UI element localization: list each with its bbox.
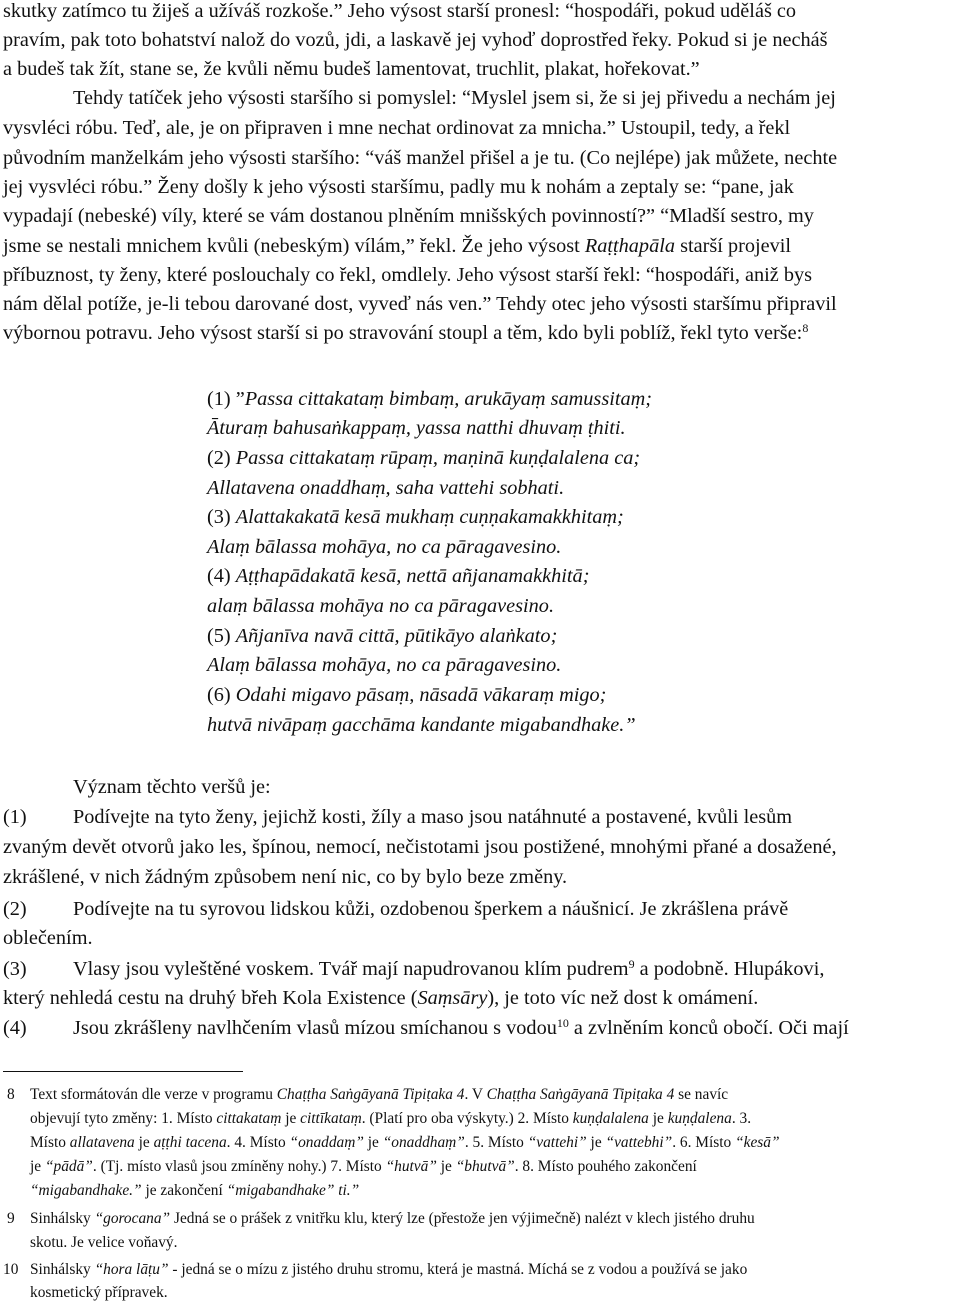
text-span: je	[586, 1134, 606, 1151]
footnote-ref-10[interactable]: 10	[556, 1016, 569, 1030]
verse-line	[207, 561, 589, 591]
verse-text: Passa cittakataṃ rūpaṃ, maṇinā kuṇḍalalena ca;	[235, 447, 641, 469]
text-span: starší projevil	[680, 235, 792, 257]
verse-line	[207, 443, 640, 473]
text-span: “migabandhake.”	[30, 1182, 142, 1199]
text-line	[3, 983, 758, 1013]
text-span: je	[436, 1158, 456, 1175]
footnote-separator	[3, 1071, 243, 1072]
footnote-8-line	[30, 1083, 728, 1107]
footnote-8-line	[30, 1179, 359, 1203]
verse-text: Aṭṭhapādakatā kesā, nettā añjanamakkhitā;	[235, 565, 590, 587]
footnote-9-line	[30, 1207, 755, 1231]
text-span: ), je toto víc než dost k omámení.	[487, 987, 759, 1009]
text-span: “hora lāṭu”	[94, 1261, 169, 1278]
text-span: a podobně. Hlupákovi,	[634, 958, 825, 980]
text-line: nám dělal potíže, je-li tebou darované dost, vyveď nás ven.” Tehdy otec jeho výsosti staršímu připravil	[3, 293, 837, 315]
text-line: Podívejte na tyto ženy, jejichž kosti, žíly a maso jsou natáhnuté a postavené, kvůli lesům	[73, 806, 793, 828]
text-line	[73, 1013, 849, 1043]
text-span: výbornou potravu. Jeho výsost starší si po stravování stoupl a těm, kdo byli poblíž, řekl tyto verše:	[3, 322, 803, 344]
verse-number: (5)	[207, 625, 236, 647]
footnote-8-line	[30, 1107, 751, 1131]
item-number: (1)	[3, 806, 27, 828]
verse-number: (1) ”	[207, 388, 245, 410]
text-span: “onaddhaṃ”	[382, 1134, 465, 1151]
item-number: (2)	[3, 898, 27, 920]
text-line	[73, 954, 824, 984]
text-line: vysvléci róbu. Teď, ale, je on připraven i mne nechat ordinovat za mnicha.” Ustoupil, tedy, a řekl	[3, 117, 791, 139]
verse-line	[207, 413, 626, 443]
text-line: původním manželkám jeho výsosti staršího: “váš manžel přišel a je tu. (Co nejlépe) jak můžete, nechte	[3, 147, 838, 169]
text-span: je	[30, 1158, 45, 1175]
verse-line	[207, 473, 564, 503]
verse-text: Odahi migavo pāsaṃ, nāsadā vākaraṃ migo;	[235, 684, 607, 706]
text-line: příbuznost, ty ženy, které poslouchaly co řekl, omdlely. Jeho výsost starší řekl: “hospodáři, aniž bys	[3, 264, 813, 286]
verse-line	[207, 650, 561, 680]
text-span: cittīkataṃ	[300, 1110, 362, 1127]
text-span: “vattebhi”	[605, 1134, 673, 1151]
text-span: a zvlněním konců obočí. Oči mají	[568, 1017, 849, 1039]
text-span: “pādā”	[44, 1158, 93, 1175]
verse-number: (2)	[207, 447, 236, 469]
text-line: pravím, pak toto bohatství nalož do vozů, jdi, a laskavě jej vyhoď doprostřed řeky. Pokud si je necháš	[3, 29, 828, 51]
text-span: “hutvā”	[385, 1158, 437, 1175]
verse-text: hutvā nivāpaṃ gacchāma kandante migabandhake.”	[207, 714, 636, 736]
text-span: . (Platí pro oba výskyty.) 2. Místo	[361, 1110, 573, 1127]
footnote-ref-8[interactable]: 8	[802, 321, 809, 335]
text-span: je zakončení	[141, 1182, 227, 1199]
text-line: jej vysvléci róbu.” Ženy došly k jeho výsosti staršímu, padly mu k nohám a zeptaly se: “pane, jak	[3, 176, 794, 198]
text-span: kuṇḍalena	[667, 1110, 732, 1127]
text-span: Vlasy jsou vyleštěné voskem. Tvář mají napudrovanou klím pudrem	[73, 958, 629, 980]
text-span: “bhutvā”	[455, 1158, 515, 1175]
text-line	[3, 231, 791, 261]
text-span: je	[648, 1110, 668, 1127]
text-span: “kesā”	[735, 1134, 780, 1151]
text-span: Jsou zkrášleny navlhčením vlasů mízou smíchanou s vodou	[73, 1017, 557, 1039]
text-line: zkrášlené, v nich žádným způsobem není nic, co by bylo beze změny.	[3, 866, 568, 888]
verse-text: Passa cittakataṃ bimbaṃ, arukāyaṃ samussitaṃ;	[244, 388, 653, 410]
verse-text: Allatavena onaddhaṃ, saha vattehi sobhati.	[207, 477, 565, 499]
text-span: . (Tj. místo vlasů jsou zmíněny nohy.) 7. Místo	[92, 1158, 386, 1175]
verse-number: (4)	[207, 565, 236, 587]
text-span: Jedná se o prášek z vnitřku klu, který lze (přestože jen výjimečně) nalézt v klech jistého druhu	[170, 1210, 755, 1227]
text-span: Text sformátován dle verze v programu	[30, 1086, 277, 1103]
text-span: Chaṭṭha Saṅgāyanā Tipiṭaka 4	[276, 1086, 465, 1103]
verse-line	[207, 502, 624, 532]
text-span: “migabandhake” ti.”	[226, 1182, 360, 1199]
verse-line	[207, 680, 606, 710]
item-number: (3)	[3, 958, 27, 980]
footnote-8-line	[30, 1131, 780, 1155]
verse-number: (6)	[207, 684, 236, 706]
text-span: allatavena	[69, 1134, 135, 1151]
verse-text: Āturaṃ bahusaṅkappaṃ, yassa natthi dhuvaṃ ṭhiti.	[207, 417, 626, 439]
text-span: který nehledá cestu na druhý břeh Kola Existence (	[3, 987, 418, 1009]
footnote-10-line	[30, 1258, 747, 1282]
verse-text: Alaṃ bālassa mohāya, no ca pāragavesino.	[207, 654, 562, 676]
text-span: . 3.	[731, 1110, 752, 1127]
verse-line	[207, 384, 652, 414]
text-span: . 4. Místo	[226, 1134, 290, 1151]
footnote-9-line: skotu. Je velice voňavý.	[30, 1234, 178, 1251]
verse-text: Añjanīva navā cittā, pūtikāyo alaṅkato;	[235, 625, 558, 647]
text-span: aṭṭhi tacena	[153, 1134, 227, 1151]
text-span: jsme se nestali mnichem kvůli (nebeským) vílám,” řekl. Že jeho výsost	[3, 235, 580, 257]
footnote-10-line: kosmetický přípravek.	[30, 1284, 168, 1301]
text-span: je	[134, 1134, 154, 1151]
name-raṭṭhapāla: Raṭṭhapāla	[584, 235, 675, 257]
text-line: vypadají (nebeské) víly, které se vám dostanou plněním mnišských povinností?” “Mladší sestro, my	[3, 205, 814, 227]
text-span: Místo	[30, 1134, 70, 1151]
text-span: se navíc	[674, 1086, 729, 1103]
term-samsara: Saṃsāry	[417, 987, 488, 1009]
text-line: zvaným devět otvorů jako les, špínou, nemocí, nečistotami jsou postižené, mnohými přané a dosažené,	[3, 836, 837, 858]
text-line	[3, 318, 808, 348]
text-span: objevují tyto změny: 1. Místo	[30, 1110, 217, 1127]
text-line: a budeš tak žít, stane se, že kvůli němu budeš lamentovat, truchlit, plakat, hořekovat.”	[3, 58, 700, 80]
text-line: skutky zatímco tu žiješ a užíváš rozkoše.” Jeho výsost starší pronesl: “hospodáři, pokud uděláš co	[3, 0, 797, 22]
footnote-number: 8	[7, 1086, 15, 1103]
text-span: kuṇḍalalena	[572, 1110, 649, 1127]
footnote-ref-9[interactable]: 9	[628, 957, 635, 971]
verse-number: (3)	[207, 506, 236, 528]
text-span: je	[363, 1134, 383, 1151]
verse-text: Alattakakatā kesā mukhaṃ cuṇṇakamakkhitaṃ;	[235, 506, 624, 528]
text-line: Tehdy tatíček jeho výsosti staršího si pomyslel: “Myslel jsem si, že si jej přivedu a nechám jej	[73, 87, 836, 109]
verse-line	[207, 710, 636, 740]
footnote-number: 9	[7, 1210, 15, 1227]
text-span: . V	[464, 1086, 487, 1103]
text-span: - jedná se o mízu z jistého druhu stromu, která je mastná. Míchá se z vodou a používá se jako	[168, 1261, 748, 1278]
text-span: je	[281, 1110, 301, 1127]
verse-text: Alaṃ bālassa mohāya, no ca pāragavesino.	[207, 536, 562, 558]
text-span: . 6. Místo	[672, 1134, 736, 1151]
footnote-number: 10	[3, 1261, 19, 1278]
text-span: Sinhálsky	[30, 1210, 95, 1227]
verse-line	[207, 532, 561, 562]
text-span: Sinhálsky	[30, 1261, 95, 1278]
text-span: . 5. Místo	[464, 1134, 528, 1151]
text-span: Chaṭṭha Saṅgāyanā Tipiṭaka 4	[486, 1086, 675, 1103]
text-line: oblečením.	[3, 927, 93, 949]
item-number: (4)	[3, 1017, 27, 1039]
verse-text: alaṃ bālassa mohāya no ca pāragavesino.	[207, 595, 555, 617]
text-span: cittakataṃ	[216, 1110, 282, 1127]
text-span: . 8. Místo pouhého zakončení	[514, 1158, 697, 1175]
text-line: Podívejte na tu syrovou lidskou kůži, ozdobenou šperkem a náušnicí. Je zkrášlena právě	[73, 898, 789, 920]
verse-line	[207, 621, 557, 651]
text-span: “gorocana”	[94, 1210, 171, 1227]
meaning-item-1	[3, 802, 27, 832]
text-span: “vattehi”	[527, 1134, 587, 1151]
text-span: “onaddaṃ”	[289, 1134, 364, 1151]
meaning-heading: Význam těchto veršů je:	[73, 776, 271, 798]
verse-line	[207, 591, 554, 621]
footnote-8-line	[30, 1155, 697, 1179]
